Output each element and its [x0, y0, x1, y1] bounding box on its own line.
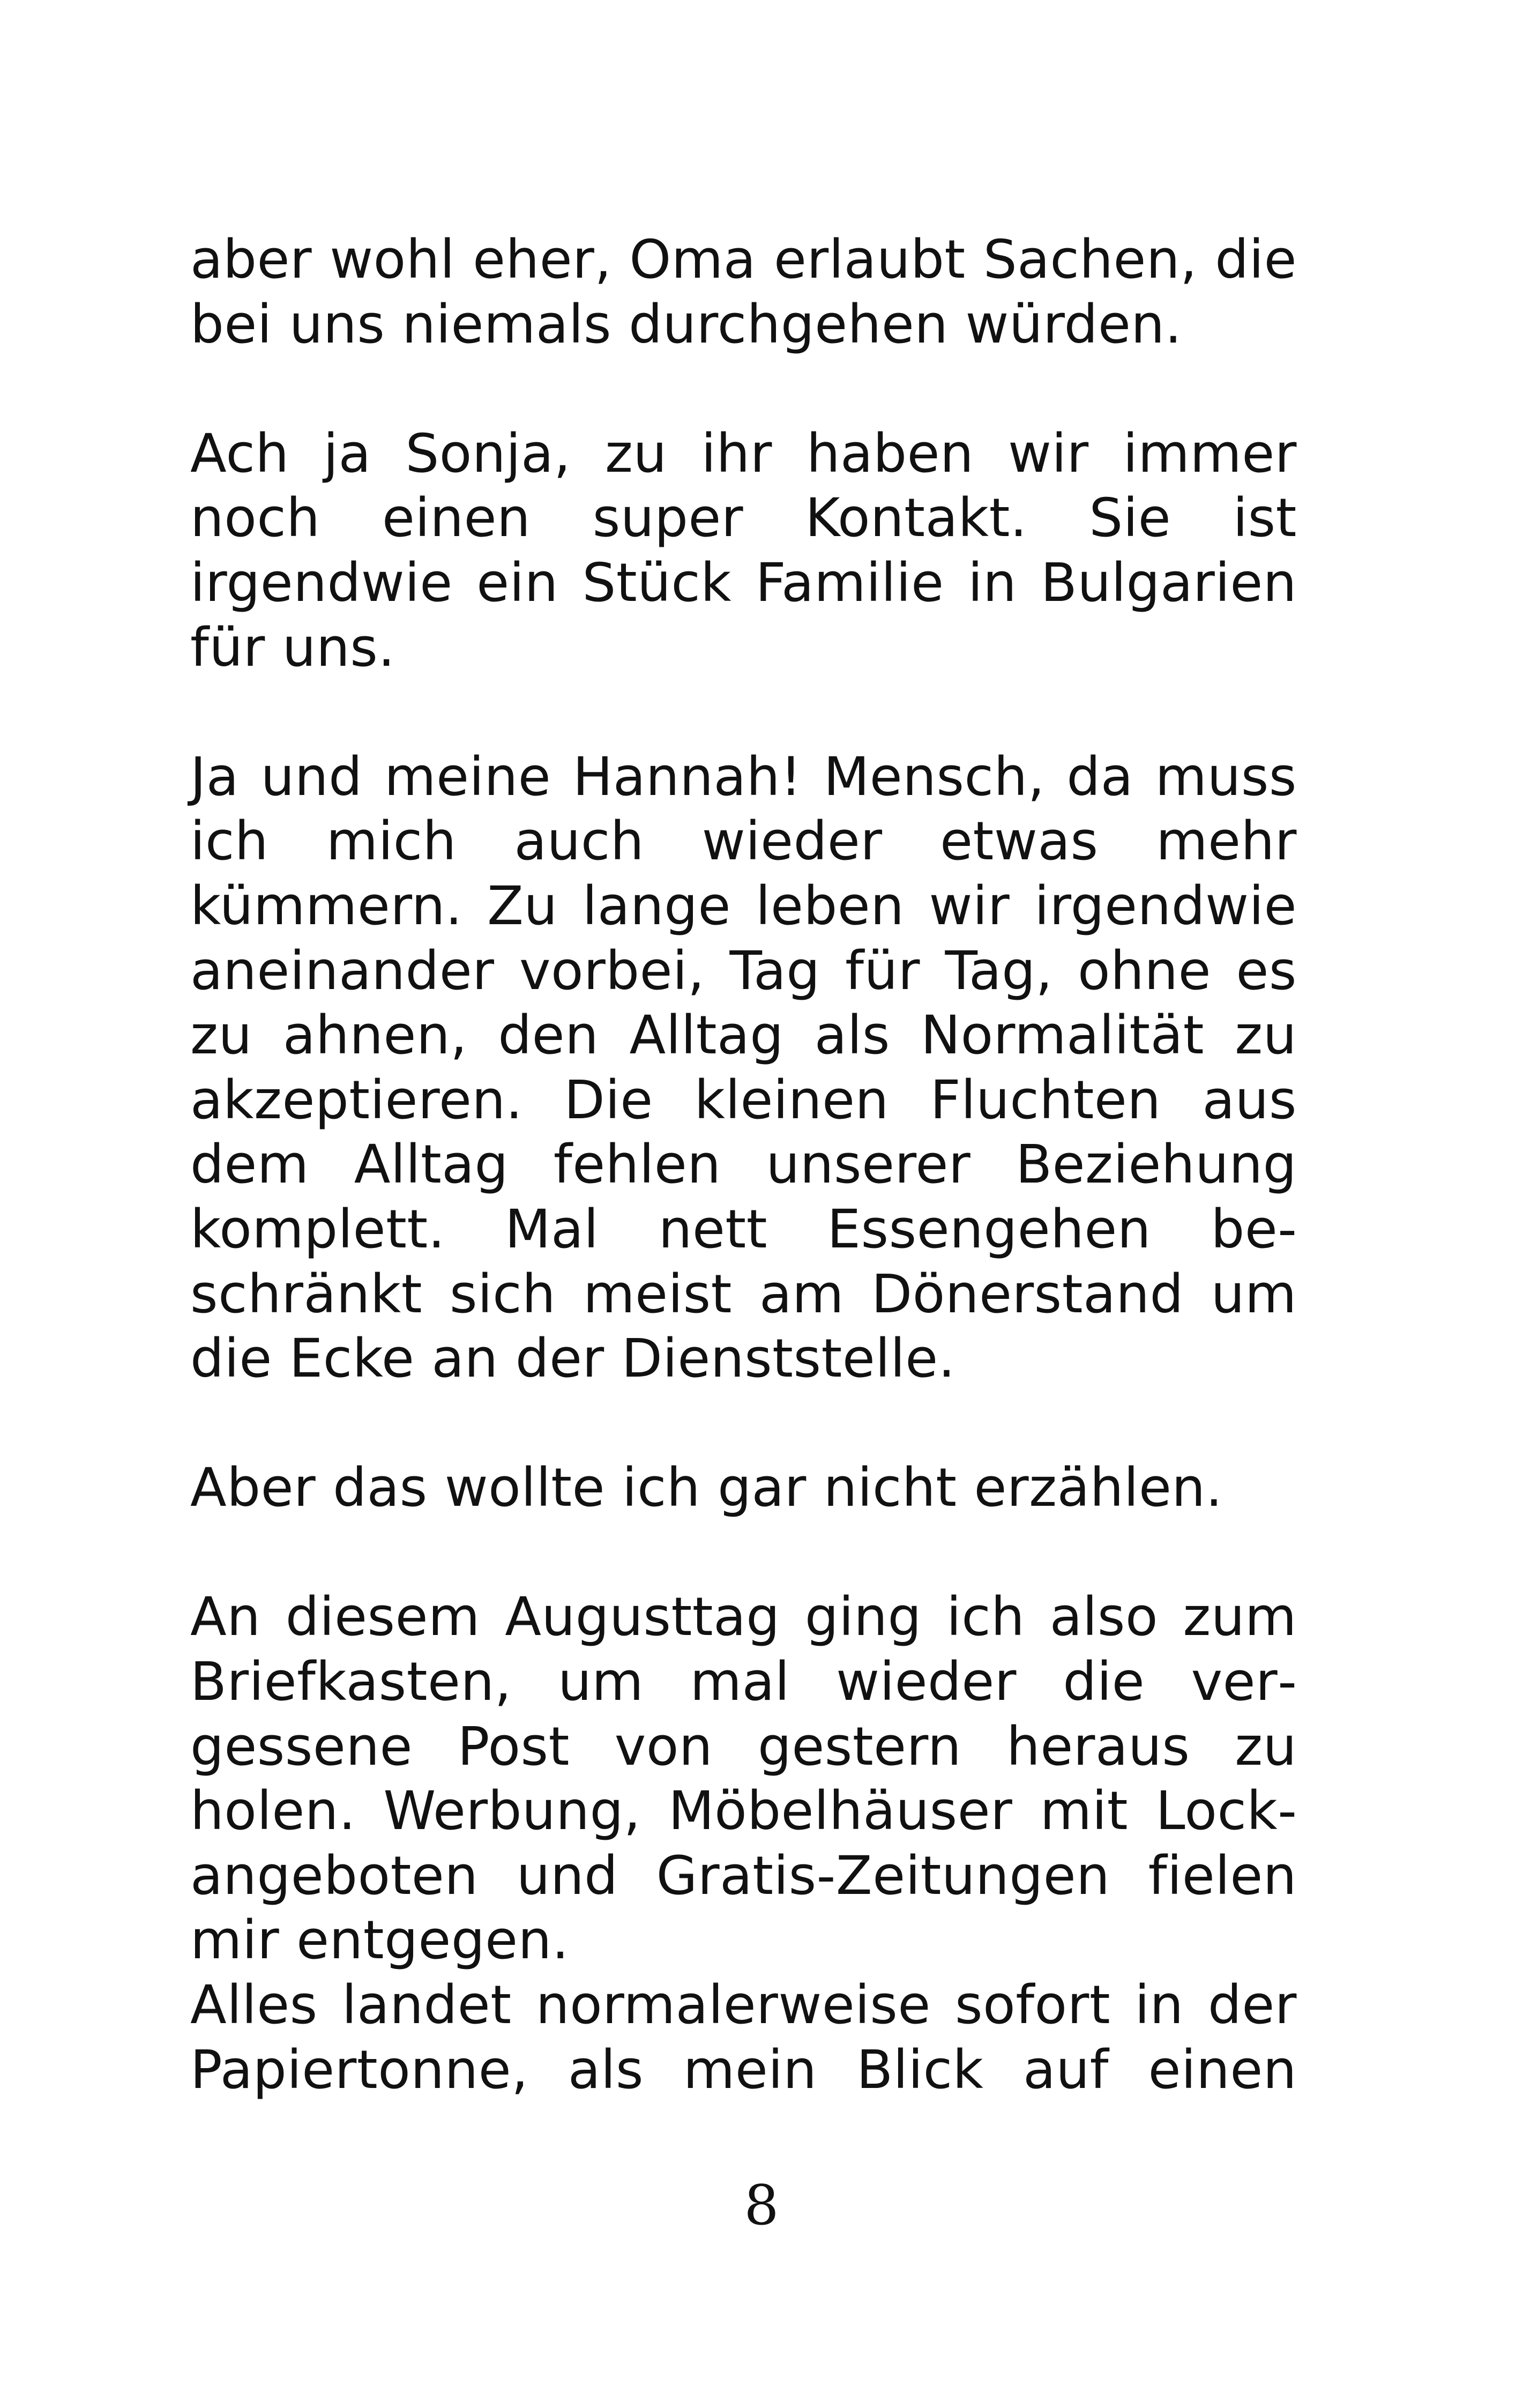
- body-text: [190, 228, 1297, 2102]
- paragraph-3: Ja und meine Hannah! Mensch, da muss ich mich auch wieder etwas mehr kümmern. Zu lange leben wir irgendwie aneinander vorbei, Tag für Tag, ohne es zu ahnen, den Alltag als Normalität zu akzeptieren. Die kleinen Fluchten aus dem Alltag fehlen unserer Beziehung komplett. Mal nett Essengehen beschränkt sich meist am Dönerstand um die Ecke an der Dienststelle.: [190, 746, 1297, 1390]
- paragraph-6: Alles landet normalerweise sofort in der Papiertonne, als mein Blick auf einen: [190, 1974, 1297, 2101]
- page-number: 8: [744, 2174, 779, 2238]
- paragraph-5: An diesem Augusttag ging ich also zum Briefkasten, um mal wieder die vergessene Post von gestern heraus zu holen. Werbung, Möbelhäuser mit Lockangeboten und Gratis-Zeitungen fielen mir entgegen.: [190, 1586, 1297, 1972]
- paragraph-4: Aber das wollte ich gar nicht erzählen.: [190, 1457, 1223, 1519]
- paragraph-2: Ach ja Sonja, zu ihr haben wir immer noch einen super Kontakt. Sie ist irgendwie ein Stück Familie in Bulgarien für uns.: [190, 422, 1297, 679]
- paragraph-1: aber wohl eher, Oma erlaubt Sachen, die bei uns niemals durchgehen würden.: [190, 229, 1297, 355]
